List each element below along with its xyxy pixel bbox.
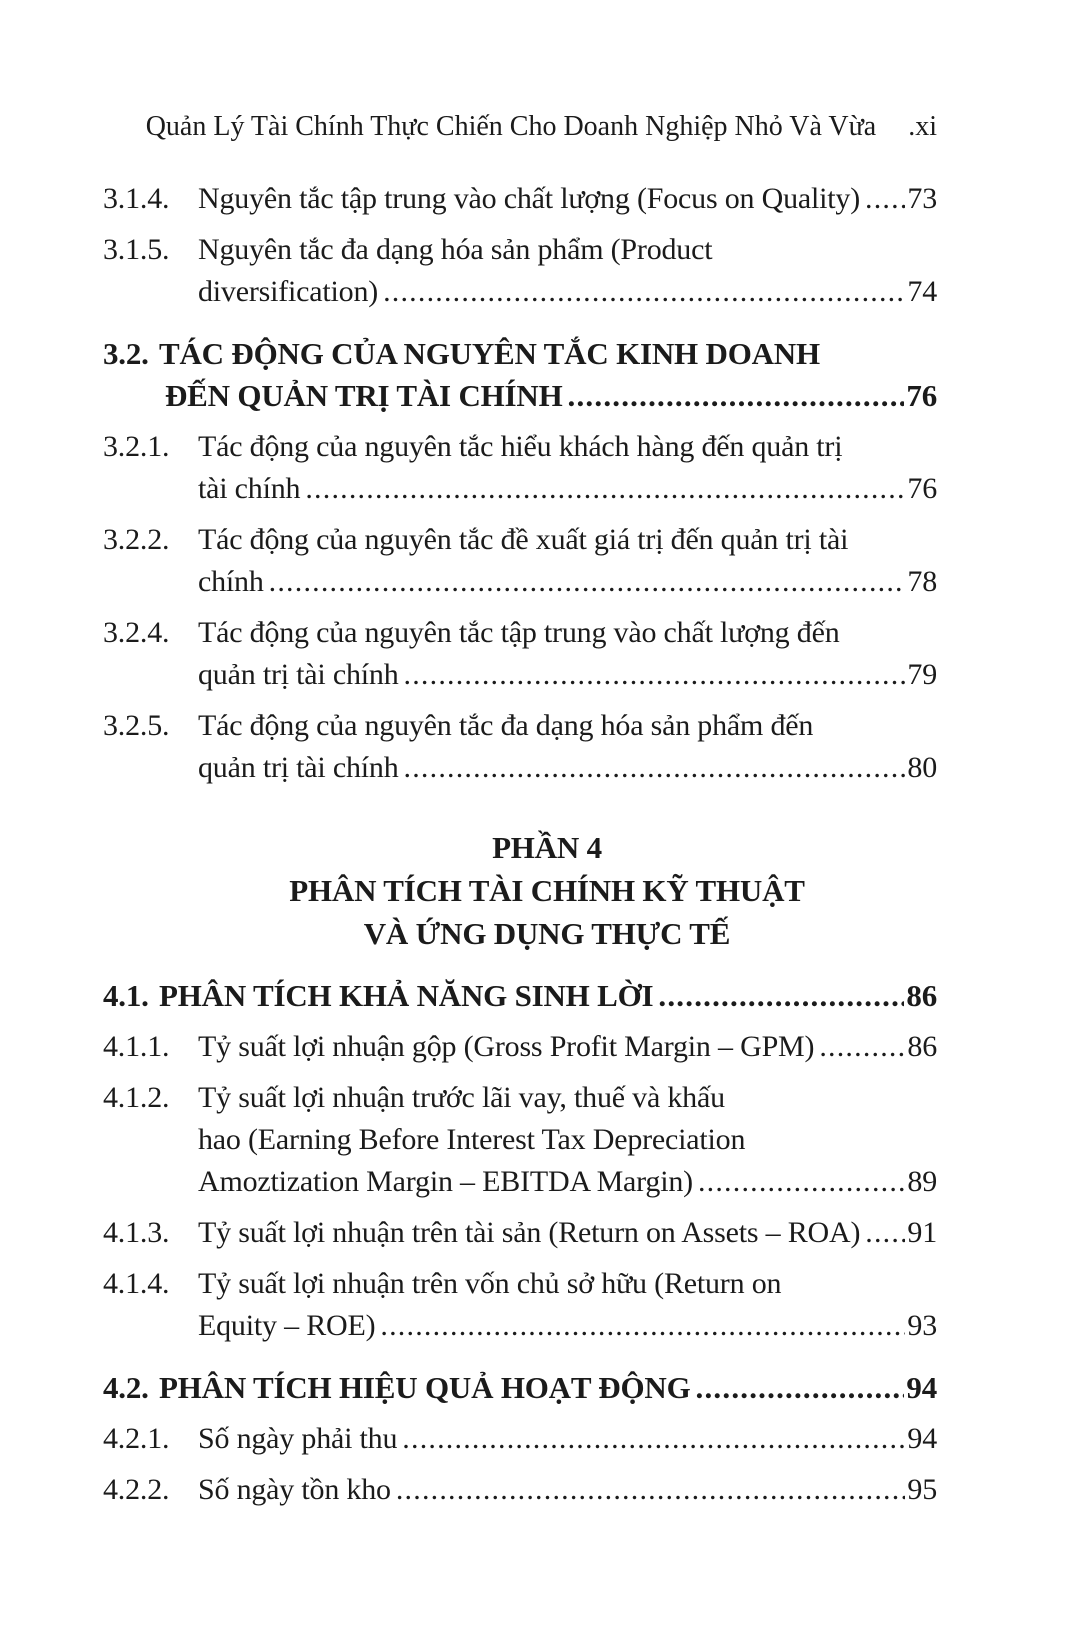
entry-text: Tỷ suất lợi nhuận trước lãi vay, thuế và khấu <box>198 1081 725 1114</box>
dot-leader <box>865 178 905 220</box>
header-page-number: .xi <box>908 111 937 142</box>
entry-text: Tỷ suất lợi nhuận gộp (Gross Profit Margin – GPM) <box>198 1030 815 1063</box>
entry-text: Tác động của nguyên tắc đề xuất giá trị đến quản trị tài <box>198 523 849 556</box>
toc-line <box>103 561 937 603</box>
entry-page-number: 73 <box>907 182 937 215</box>
toc-entry-3-1-4 <box>103 178 937 220</box>
entry-text: quản trị tài chính <box>198 658 399 691</box>
toc-line <box>103 1161 937 1203</box>
entry-number: 4.1.1. <box>103 1030 170 1063</box>
toc-line <box>103 975 937 1017</box>
toc-line <box>103 1469 937 1511</box>
entry-page-number: 95 <box>907 1473 937 1506</box>
toc-line <box>103 271 937 313</box>
entry-text: PHÂN TÍCH KHẢ NĂNG SINH LỜI <box>159 978 654 1013</box>
entry-text: Amoztization Margin – EBITDA Margin) <box>198 1165 693 1198</box>
dot-leader <box>658 975 904 1017</box>
entry-text: quản trị tài chính <box>198 751 399 784</box>
entry-page-number: 86 <box>906 978 937 1013</box>
entry-page-number: 91 <box>907 1216 937 1249</box>
toc-entry-3-2-5 <box>103 705 937 789</box>
dot-leader <box>402 1418 905 1460</box>
toc-line <box>103 705 937 747</box>
toc-line <box>103 1418 937 1460</box>
entry-page-number: 94 <box>907 1422 937 1455</box>
entry-number: 4.2.1. <box>103 1422 170 1455</box>
entry-text: tài chính <box>198 472 301 505</box>
toc-entry-3-2-2 <box>103 519 937 603</box>
toc-entry-4-2 <box>103 1367 937 1409</box>
toc-line <box>103 612 937 654</box>
entry-page-number: 89 <box>907 1165 937 1198</box>
toc-line <box>103 1119 937 1161</box>
toc-entry-4-1-4 <box>103 1263 937 1347</box>
toc-line <box>103 519 937 561</box>
toc-line <box>103 1305 937 1347</box>
entry-text: hao (Earning Before Interest Tax Depreciation <box>198 1123 746 1156</box>
toc-line <box>103 1263 937 1305</box>
entry-text: Nguyên tắc tập trung vào chất lượng (Focus on Quality) <box>198 182 861 215</box>
dot-leader <box>404 747 906 789</box>
entry-number: 3.2.1. <box>103 430 170 463</box>
toc-line <box>103 1212 937 1254</box>
dot-leader <box>380 1305 905 1347</box>
entry-text: chính <box>198 565 264 598</box>
toc-entry-4-1-3 <box>103 1212 937 1254</box>
toc-line <box>103 1367 937 1409</box>
entry-text: Số ngày phải thu <box>198 1422 398 1455</box>
entry-text: Nguyên tắc đa dạng hóa sản phẩm (Product <box>198 233 713 266</box>
toc-entry-4-2-2 <box>103 1469 937 1511</box>
entry-text: TÁC ĐỘNG CỦA NGUYÊN TẮC KINH DOANH <box>159 336 820 371</box>
entry-text: Tác động của nguyên tắc tập trung vào chất lượng đến <box>198 616 840 649</box>
entry-page-number: 74 <box>907 275 937 308</box>
entry-text: Equity – ROE) <box>198 1309 376 1342</box>
entry-text: diversification) <box>198 275 379 308</box>
entry-text: Tỷ suất lợi nhuận trên vốn chủ sở hữu (Return on <box>198 1267 782 1300</box>
toc-line <box>103 229 937 271</box>
entry-page-number: 80 <box>907 751 937 784</box>
entry-text: Tỷ suất lợi nhuận trên tài sản (Return on Assets – ROA) <box>198 1216 861 1249</box>
running-title: Quản Lý Tài Chính Thực Chiến Cho Doanh Nghiệp Nhỏ Và Vừa <box>145 111 877 142</box>
entry-number: 4.1. <box>103 978 149 1013</box>
entry-page-number: 94 <box>906 1370 937 1405</box>
part-heading-line-3: VÀ ỨNG DỤNG THỰC TẾ <box>363 916 731 951</box>
toc-line <box>103 1077 937 1119</box>
toc-line <box>103 654 937 696</box>
entry-number: 4.2.2. <box>103 1473 170 1506</box>
toc-entry-4-1-1 <box>103 1026 937 1068</box>
toc-line <box>103 178 937 220</box>
entry-number: 3.1.4. <box>103 182 170 215</box>
toc-line <box>103 747 937 789</box>
entry-page-number: 93 <box>907 1309 937 1342</box>
entry-text: Số ngày tồn kho <box>198 1473 391 1506</box>
dot-leader <box>305 468 905 510</box>
dot-leader <box>865 1212 905 1254</box>
entry-page-number: 79 <box>907 658 937 691</box>
entry-text: ĐẾN QUẢN TRỊ TÀI CHÍNH <box>165 378 563 413</box>
entry-number: 3.1.5. <box>103 233 170 266</box>
dot-leader <box>568 375 905 417</box>
dot-leader <box>383 271 905 313</box>
toc-entry-4-1 <box>103 975 937 1017</box>
entry-number: 3.2.4. <box>103 616 170 649</box>
toc-line <box>103 1026 937 1068</box>
part-heading <box>130 826 964 955</box>
dot-leader <box>396 1469 906 1511</box>
toc-entry-3-2 <box>103 333 937 417</box>
part-heading-line-2: PHÂN TÍCH TÀI CHÍNH KỸ THUẬT <box>289 873 805 908</box>
entry-page-number: 76 <box>907 472 937 505</box>
toc-line <box>103 426 937 468</box>
toc-entry-3-2-1 <box>103 426 937 510</box>
toc-line <box>103 333 937 375</box>
entry-number: 3.2.2. <box>103 523 170 556</box>
toc-entry-4-1-2 <box>103 1077 937 1203</box>
dot-leader <box>696 1367 905 1409</box>
toc-line <box>103 468 937 510</box>
part-heading-line-1: PHẦN 4 <box>492 830 602 865</box>
entry-number: 4.1.2. <box>103 1081 170 1114</box>
entry-page-number: 78 <box>907 565 937 598</box>
toc-entry-4-2-1 <box>103 1418 937 1460</box>
entry-number: 4.1.4. <box>103 1267 170 1300</box>
entry-number: 4.2. <box>103 1370 149 1405</box>
entry-page-number: 86 <box>907 1030 937 1063</box>
toc-line <box>103 375 937 417</box>
dot-leader <box>404 654 906 696</box>
dot-leader <box>698 1161 905 1203</box>
entry-text: PHÂN TÍCH HIỆU QUẢ HOẠT ĐỘNG <box>159 1370 691 1405</box>
entry-text: Tác động của nguyên tắc hiểu khách hàng đến quản trị <box>198 430 843 463</box>
entry-number: 3.2. <box>103 336 149 371</box>
dot-leader <box>819 1026 905 1068</box>
dot-leader <box>269 561 906 603</box>
entry-number: 4.1.3. <box>103 1216 170 1249</box>
toc-entry-3-1-5 <box>103 229 937 313</box>
entry-page-number: 76 <box>906 378 937 413</box>
running-header <box>103 110 937 144</box>
toc-entry-3-2-4 <box>103 612 937 696</box>
table-of-contents <box>103 178 937 1511</box>
entry-number: 3.2.5. <box>103 709 170 742</box>
entry-text: Tác động của nguyên tắc đa dạng hóa sản phẩm đến <box>198 709 814 742</box>
